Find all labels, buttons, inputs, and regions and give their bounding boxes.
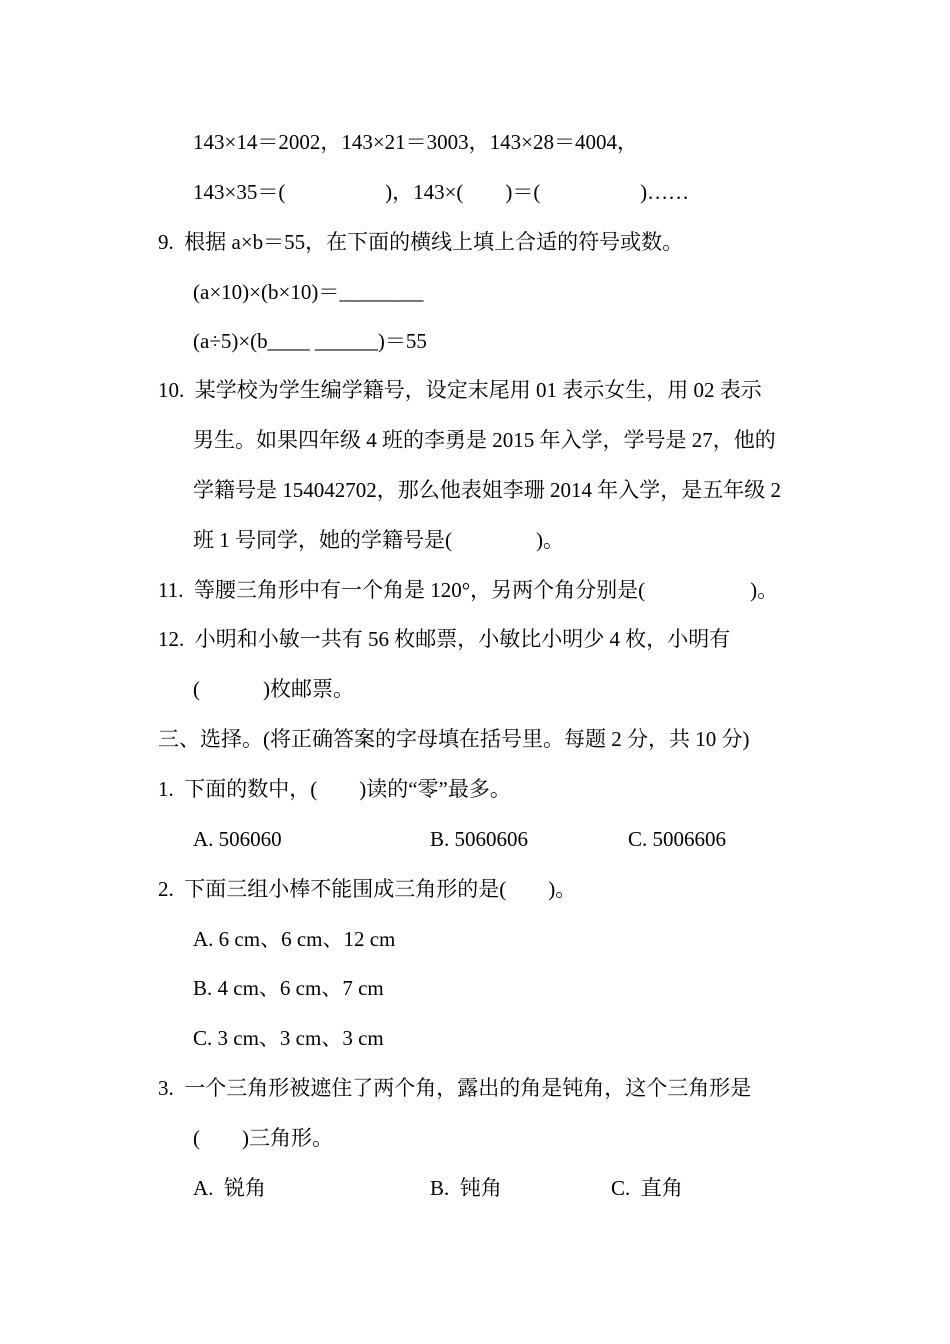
q9-line1: (a×10)×(b×10)＝________ — [193, 280, 424, 304]
q10-line1: 10. 某学校为学生编学籍号，设定末尾用 01 表示女生，用 02 表示 — [158, 378, 762, 402]
c2-option-a: A. 6 cm、6 cm、12 cm — [193, 927, 396, 951]
c1-option-c: C. 5006606 — [628, 827, 727, 851]
c1-option-a: A. 506060 — [193, 827, 282, 851]
c3-option-b: B. 钝角 — [430, 1176, 502, 1200]
c1-option-b: B. 5060606 — [430, 827, 529, 851]
c3-option-a: A. 锐角 — [193, 1176, 266, 1200]
section-title: 三、选择。(将正确答案的字母填在括号里。每题 2 分，共 10 分) — [158, 727, 750, 751]
c2-option-c: C. 3 cm、3 cm、3 cm — [193, 1026, 384, 1050]
q12-line2: ( )枚邮票。 — [193, 677, 354, 701]
q8-line1: 143×14＝2002，143×21＝3003，143×28＝4004， — [193, 130, 639, 154]
q9-line2: (a÷5)×(b____ ______)＝55 — [193, 329, 427, 353]
c2-option-b: B. 4 cm、6 cm、7 cm — [193, 976, 384, 1000]
c3-line1: 3. 一个三角形被遮住了两个角，露出的角是钝角，这个三角形是 — [158, 1076, 752, 1100]
c3-line2: ( )三角形。 — [193, 1126, 333, 1150]
q10-line3: 学籍号是 154042702，那么他表姐李珊 2014 年入学，是五年级 2 — [193, 478, 781, 502]
q9-stem: 9. 根据 a×b＝55，在下面的横线上填上合适的符号或数。 — [158, 230, 684, 254]
q10-line4: 班 1 号同学，她的学籍号是( )。 — [193, 528, 564, 552]
q12-line1: 12. 小明和小敏一共有 56 枚邮票，小敏比小明少 4 枚，小明有 — [158, 627, 731, 651]
c3-option-c: C. 直角 — [611, 1176, 683, 1200]
q8-line2: 143×35＝( )，143×( )＝( )…… — [193, 180, 690, 204]
c2-stem: 2. 下面三组小棒不能围成三角形的是( )。 — [158, 877, 577, 901]
q11-line1: 11. 等腰三角形中有一个角是 120°，另两个角分别是( )。 — [158, 578, 779, 602]
q10-line2: 男生。如果四年级 4 班的李勇是 2015 年入学，学号是 27，他的 — [193, 428, 776, 452]
c1-stem: 1. 下面的数中，( )读的“零”最多。 — [158, 777, 511, 801]
